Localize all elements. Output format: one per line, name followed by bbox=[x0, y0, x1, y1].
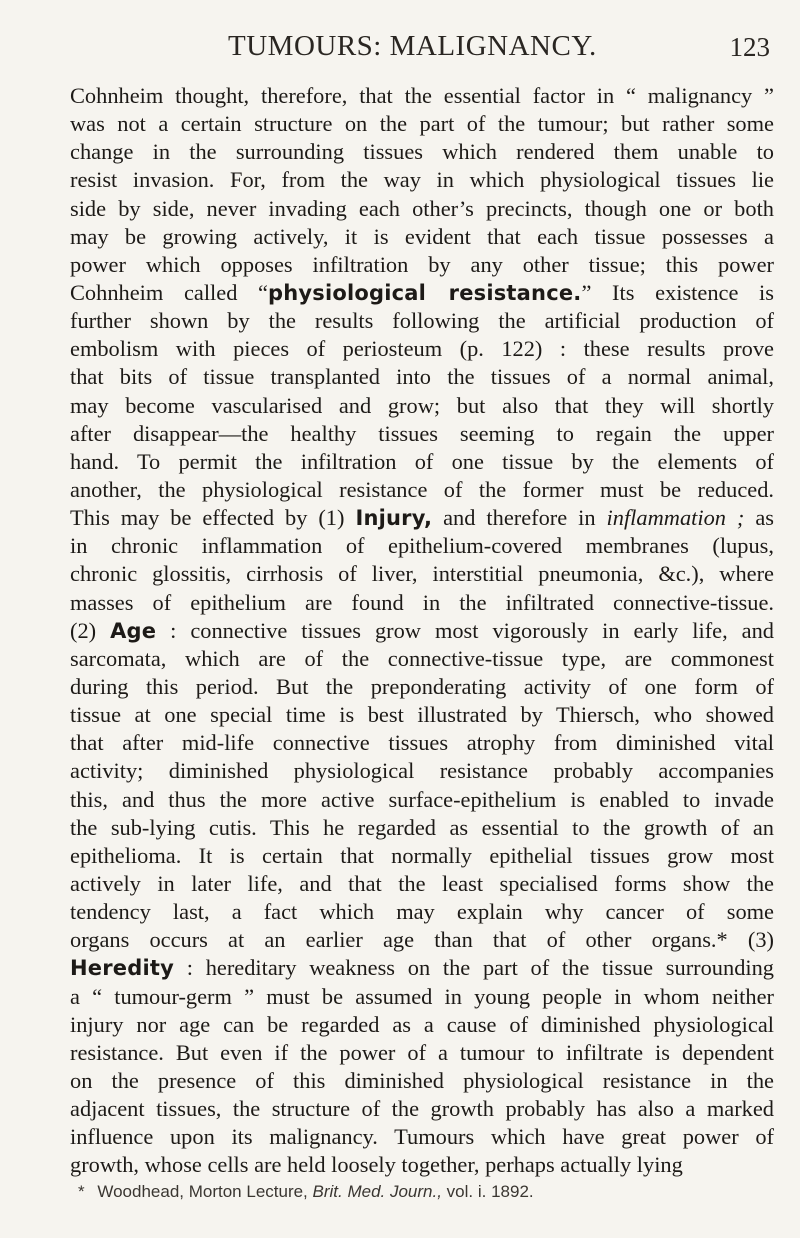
text-line bbox=[70, 476, 774, 504]
text-segment: This may be effected by (1) bbox=[70, 505, 356, 531]
text-segment: may become vascularised and grow; but also that they will shortly bbox=[70, 392, 774, 418]
text-segment: in chronic inflammation of epithelium-covered membranes (lupus, bbox=[70, 533, 774, 559]
text-line bbox=[70, 954, 774, 982]
text-segment: masses of epithelium are found in the infiltrated connective-tissue. bbox=[70, 589, 774, 615]
text-line bbox=[70, 870, 774, 898]
body-text bbox=[70, 82, 774, 1179]
text-line bbox=[70, 307, 774, 335]
text-segment: : connective tissues grow most vigorously in early life, and bbox=[156, 617, 774, 643]
text-segment: after disappear—the healthy tissues seeming to regain the upper bbox=[70, 420, 774, 446]
text-line bbox=[70, 1095, 774, 1123]
text-segment: during this period. But the preponderating activity of one form of bbox=[70, 673, 774, 699]
text-segment: hand. To permit the infiltration of one tissue by the elements of bbox=[70, 448, 774, 474]
text-line bbox=[70, 223, 774, 251]
text-line bbox=[70, 1151, 774, 1179]
text-line bbox=[70, 1011, 774, 1039]
text-line bbox=[70, 814, 774, 842]
text-line bbox=[70, 560, 774, 588]
text-line bbox=[70, 195, 774, 223]
text-segment: that after mid-life connective tissues atrophy from diminished vital bbox=[70, 730, 774, 756]
text-line bbox=[70, 138, 774, 166]
text-segment: Cohnheim called “ bbox=[70, 279, 268, 305]
text-line bbox=[70, 617, 774, 645]
text-line bbox=[70, 898, 774, 926]
text-line bbox=[70, 701, 774, 729]
text-segment: another, the physiological resistance of the former must be reduced. bbox=[70, 476, 774, 502]
text-line bbox=[70, 166, 774, 194]
text-line bbox=[70, 589, 774, 617]
text-segment: as bbox=[744, 505, 774, 531]
text-segment: change in the surrounding tissues which rendered them unable to bbox=[70, 139, 774, 165]
text-segment: resist invasion. For, from the way in which physiological tissues lie bbox=[70, 167, 774, 193]
footnote-text: Woodhead, Morton Lecture, bbox=[97, 1182, 313, 1201]
text-line bbox=[70, 757, 774, 785]
text-segment: : hereditary weakness on the part of the tissue surrounding bbox=[173, 955, 774, 981]
bold-term: Injury, bbox=[355, 506, 433, 531]
bold-term: Heredity bbox=[70, 956, 174, 981]
text-line bbox=[70, 1039, 774, 1067]
text-segment: a “ tumour-germ ” must be assumed in young people in whom neither bbox=[70, 983, 774, 1009]
text-segment: injury nor age can be regarded as a cause of diminished physiological bbox=[70, 1011, 774, 1037]
text-segment: and therefore in bbox=[432, 505, 607, 531]
text-line bbox=[70, 251, 774, 279]
text-line bbox=[70, 786, 774, 814]
text-segment: embolism with pieces of periosteum (p. 122) : these results prove bbox=[70, 336, 774, 362]
bold-term: Age bbox=[110, 618, 157, 643]
text-line bbox=[70, 448, 774, 476]
text-line bbox=[70, 645, 774, 673]
text-segment: resistance. But even if the power of a tumour to infiltrate is dependent bbox=[70, 1039, 774, 1065]
text-segment: side by side, never invading each other’s precincts, though one or both bbox=[70, 195, 774, 221]
running-header bbox=[70, 30, 770, 70]
running-title: TUMOURS: MALIGNANCY. bbox=[228, 30, 597, 62]
text-line bbox=[70, 363, 774, 391]
text-segment: tendency last, a fact which may explain why cancer of some bbox=[70, 899, 774, 925]
text-line bbox=[70, 335, 774, 363]
text-segment: on the presence of this diminished physiological resistance in the bbox=[70, 1067, 774, 1093]
italic-text: inflammation ; bbox=[606, 505, 745, 531]
footnote-marker: * bbox=[78, 1182, 85, 1201]
text-segment: tissue at one special time is best illustrated by Thiersch, who showed bbox=[70, 702, 774, 728]
text-segment: actively in later life, and that the least specialised forms show the bbox=[70, 870, 774, 896]
text-segment: Cohnheim thought, therefore, that the essential factor in “ malignancy ” bbox=[70, 83, 774, 108]
text-segment: growth, whose cells are held loosely together, perhaps actually lying bbox=[70, 1152, 683, 1178]
text-segment: was not a certain structure on the part of the tumour; but rather some bbox=[70, 111, 774, 137]
text-segment: epithelioma. It is certain that normally epithelial tissues grow most bbox=[70, 842, 774, 868]
text-segment: further shown by the results following the artificial production of bbox=[70, 308, 774, 334]
text-segment: influence upon its malignancy. Tumours which have great power of bbox=[70, 1124, 774, 1150]
text-line bbox=[70, 82, 774, 110]
text-segment: ” Its existence is bbox=[581, 279, 774, 305]
text-line bbox=[70, 842, 774, 870]
text-segment: activity; diminished physiological resistance probably accompanies bbox=[70, 758, 774, 784]
text-line bbox=[70, 926, 774, 954]
text-line bbox=[70, 279, 774, 307]
text-segment: may be growing actively, it is evident that each tissue possesses a bbox=[70, 223, 774, 249]
footnote bbox=[70, 1182, 774, 1202]
text-segment: adjacent tissues, the structure of the growth probably has also a marked bbox=[70, 1096, 774, 1122]
text-segment: this, and thus the more active surface-epithelium is enabled to invade bbox=[70, 786, 774, 812]
text-segment: the sub-lying cutis. This he regarded as essential to the growth of an bbox=[70, 814, 774, 840]
text-segment: power which opposes infiltration by any other tissue; this power bbox=[70, 251, 774, 277]
text-line bbox=[70, 983, 774, 1011]
page-number: 123 bbox=[729, 32, 770, 62]
bold-term: physiological resistance. bbox=[268, 280, 582, 305]
text-segment: sarcomata, which are of the connective-tissue type, are commonest bbox=[70, 645, 774, 671]
text-segment: organs occurs at an earlier age than that of other organs.* (3) bbox=[70, 927, 774, 953]
text-line bbox=[70, 504, 774, 532]
text-segment: chronic glossitis, cirrhosis of liver, interstitial pneumonia, &c.), where bbox=[70, 561, 774, 587]
text-line bbox=[70, 1123, 774, 1151]
text-line bbox=[70, 110, 774, 138]
text-line bbox=[70, 392, 774, 420]
text-segment: (2) bbox=[70, 617, 111, 643]
text-line bbox=[70, 532, 774, 560]
footnote-journal: Brit. Med. Journ., bbox=[312, 1182, 442, 1201]
text-line bbox=[70, 1067, 774, 1095]
footnote-text: vol. i. 1892. bbox=[441, 1182, 534, 1201]
text-line bbox=[70, 420, 774, 448]
text-segment: that bits of tissue transplanted into the tissues of a normal animal, bbox=[70, 364, 774, 390]
text-line bbox=[70, 673, 774, 701]
text-line bbox=[70, 729, 774, 757]
